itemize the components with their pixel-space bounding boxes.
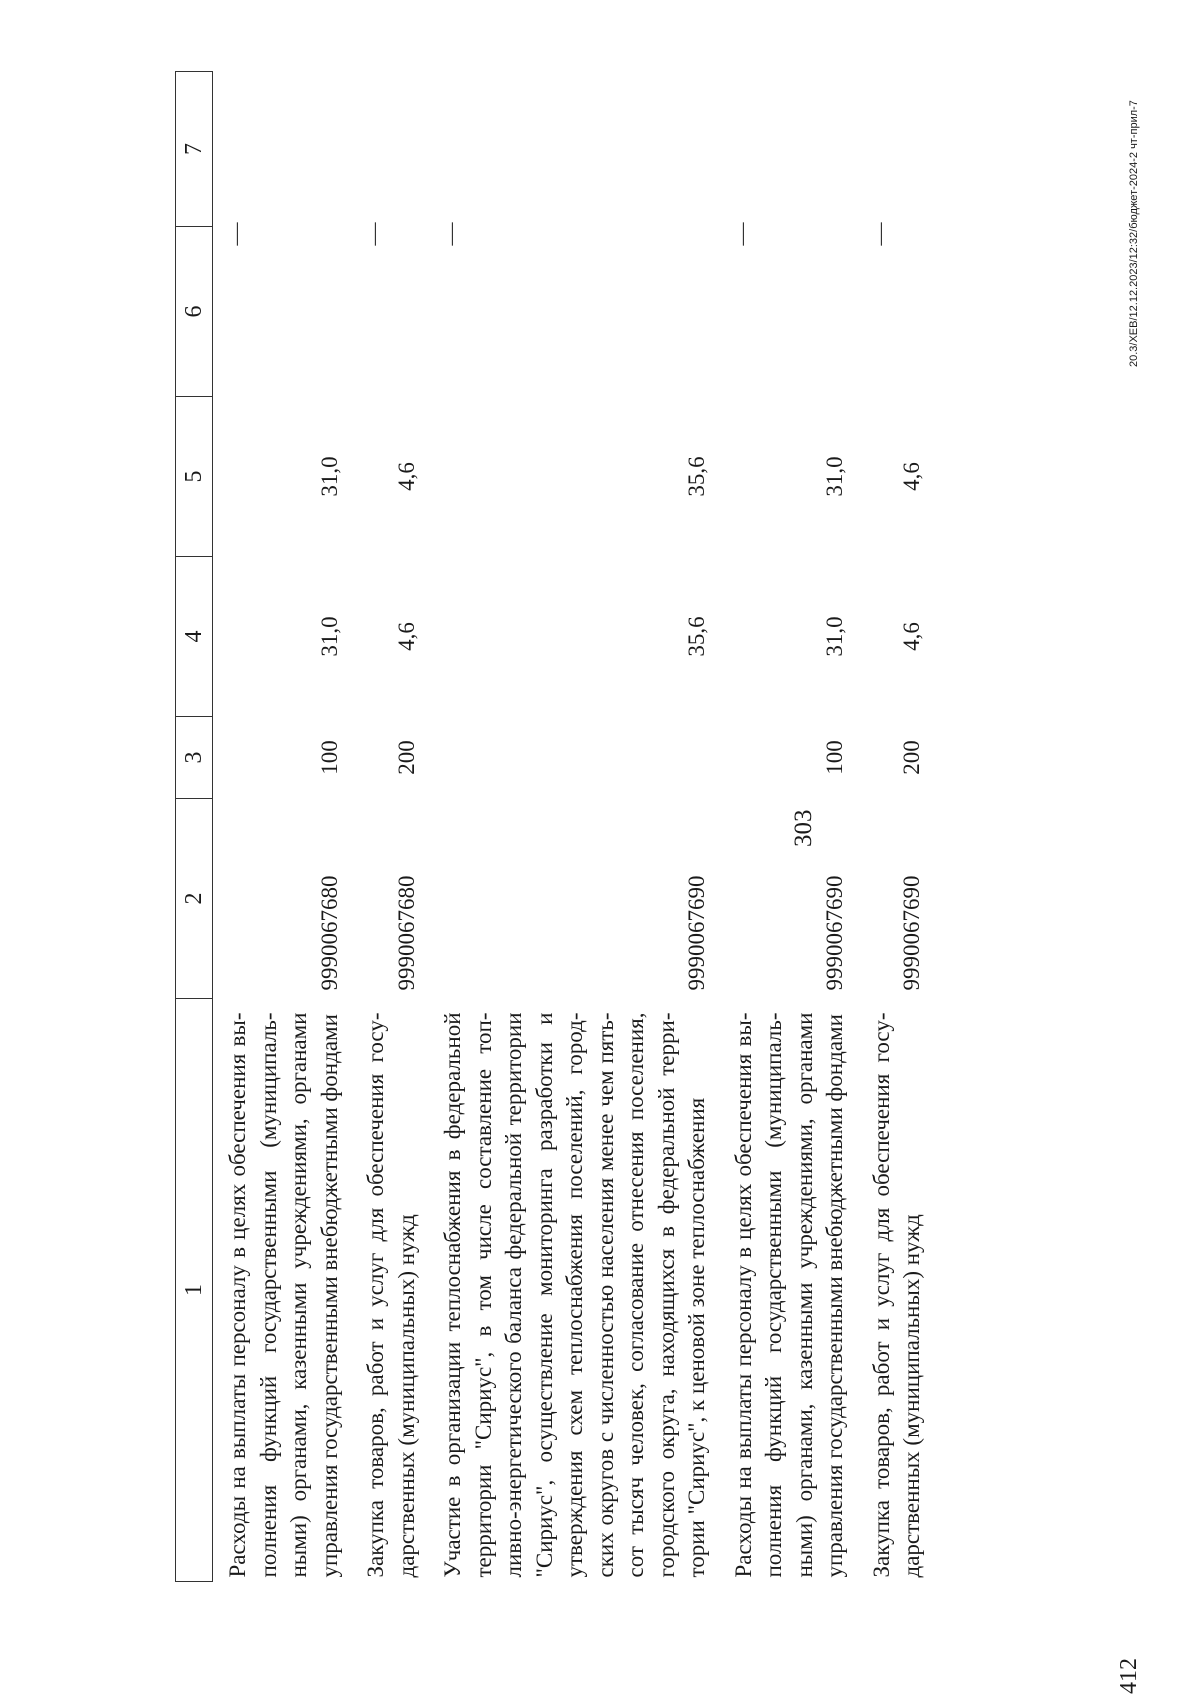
row-target-code: 9990067680 xyxy=(393,875,419,991)
table-row xyxy=(351,72,428,1582)
row-description: Расходы на выплаты персоналу в целях обеспечения выполнения функций государственными (муниципальными) органами, казенными учреждениями, органами управления государственными внебюджетными фондами xyxy=(730,1012,847,1578)
row-target-code: 9990067690 xyxy=(822,875,847,991)
row-amount-col5: 31,0 xyxy=(316,616,342,657)
table-row xyxy=(857,72,934,1582)
row-amount-col6: 4,6 xyxy=(393,462,419,491)
row-amount-col5: 31,0 xyxy=(822,616,847,657)
row-amount-col7: — xyxy=(438,222,463,246)
table-row xyxy=(213,72,352,1582)
column-header-5: 5 xyxy=(176,397,213,557)
folio-number: 412 xyxy=(1116,1658,1142,1694)
row-target-code: 9990067680 xyxy=(316,875,342,991)
table-row xyxy=(719,72,857,1582)
row-expense-type: 200 xyxy=(393,740,419,775)
row-description: Закупка товаров, работ и услуг для обеспечения государственных (муниципальных) нужд xyxy=(363,1012,419,1578)
column-header-7: 7 xyxy=(176,72,213,227)
column-header-6: 6 xyxy=(176,227,213,397)
row-amount-col7: — xyxy=(728,222,754,246)
row-amount-col6: 31,0 xyxy=(822,456,847,497)
row-amount-col7: — xyxy=(223,222,248,246)
row-description: Расходы на выплаты персоналу в целях обеспечения выполнения функций государственными (муниципальными) органами, казенными учреждениями, органами управления государственными внебюджетными фондами xyxy=(225,1012,342,1578)
row-expense-type: 100 xyxy=(316,740,342,775)
row-target-code: 9990067690 xyxy=(899,875,924,991)
row-amount-col5: 4,6 xyxy=(899,622,924,651)
row-amount-col7: — xyxy=(866,222,892,246)
row-amount-col6: 35,6 xyxy=(684,456,709,497)
column-header-1: 1 xyxy=(176,999,213,1582)
column-header-2: 2 xyxy=(176,799,213,999)
row-description: Закупка товаров, работ и услуг для обеспечения государственных (муниципальных) нужд xyxy=(868,1012,924,1578)
table-row xyxy=(428,72,719,1582)
row-amount-col6: 4,6 xyxy=(899,462,924,491)
column-header-3: 3 xyxy=(176,717,213,799)
row-amount-col7: — xyxy=(361,222,386,246)
row-target-code: 9990067690 xyxy=(684,875,709,991)
row-expense-type: 200 xyxy=(899,740,924,775)
table-body xyxy=(213,72,934,1582)
page-number: 303 xyxy=(790,809,817,847)
row-expense-type xyxy=(428,717,719,799)
row-amount-col5: 35,6 xyxy=(684,616,709,657)
table-header-row xyxy=(176,72,213,1582)
budget-table xyxy=(175,71,934,1582)
footer-code: 20.3/ХЕВ/12.12.2023/12:32/бюджет-2024-2 чт-прил-7 xyxy=(1128,100,1140,367)
column-header-4: 4 xyxy=(176,557,213,717)
row-description: Участие в организации теплоснабжения в федеральной территории "Сириус", в том числе составление топливно-энергетического баланса федеральной территории "Сириус", осуществление мониторинга разработки и утверждения схем теплоснабжения поселений, городских округов с численностью населения менее чем пятьсот тысяч человек, согласование отнесения поселения, городского округа, находящихся в федеральной территории "Сириус", к ценовой зоне теплоснабжения xyxy=(440,1012,709,1578)
row-amount-col5: 4,6 xyxy=(393,622,419,651)
row-expense-type: 100 xyxy=(822,740,847,775)
row-amount-col6: 31,0 xyxy=(316,456,342,497)
